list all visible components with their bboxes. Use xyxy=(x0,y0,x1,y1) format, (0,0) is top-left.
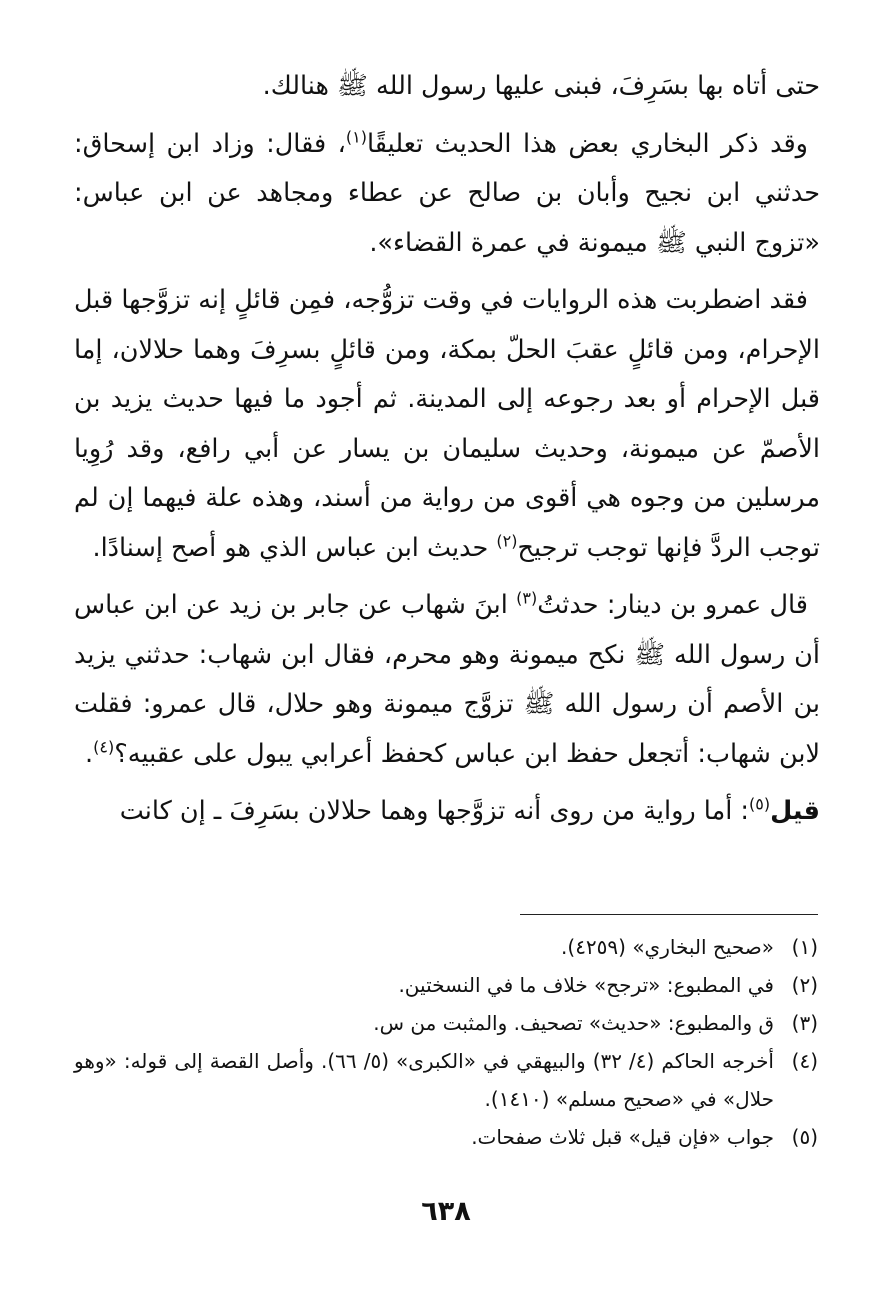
paragraph-2-text-a: وقد ذكر البخاري بعض هذا الحديث تعليقًا xyxy=(366,128,808,159)
footnote-ref-4[interactable]: (٤) xyxy=(93,737,115,756)
paragraph-5 xyxy=(74,787,820,837)
footnote-3 xyxy=(74,1004,818,1042)
paragraph-1-text: حتى أتاه بها بسَرِفَ، فبنى عليها رسول الله ﷺ هنالك. xyxy=(262,71,820,101)
footnote-text: أخرجه الحاكم (٤/ ٣٢) والبيهقي في «الكبرى» (٥/ ٦٦). وأصل القصة إلى قوله: «وهو حلال» في «صحيح مسلم» (١٤١٠). xyxy=(74,1049,774,1111)
paragraph-5-text: : أما رواية من روى أنه تزوَّجها وهما حلالان بسَرِفَ ـ إن كانت xyxy=(119,796,750,826)
footnote-number: (٤) xyxy=(791,1049,818,1073)
paragraph-3-text-b: حديث ابن عباس الذي هو أصح إسنادًا. xyxy=(92,532,497,563)
footnote-ref-3[interactable]: (٣) xyxy=(516,588,538,608)
paragraph-4-text-a: قال عمرو بن دينار: حدثتُ xyxy=(537,590,808,620)
paragraph-1 xyxy=(74,62,820,112)
footnote-number: (٣) xyxy=(791,1011,818,1035)
paragraph-2-text-b: ، فقال: وزاد ابن إسحاق: حدثني ابن نجيح وأبان بن صالح عن عطاء ومجاهد عن ابن عباس: «تزوج النبي ﷺ ميمونة في عمرة القضاء». xyxy=(74,128,820,258)
footnote-ref-2[interactable]: (٢) xyxy=(496,531,518,550)
footnote-5 xyxy=(74,1118,818,1156)
page-number: ٦٣٨ xyxy=(421,1196,471,1227)
footnote-4 xyxy=(74,1042,818,1118)
footnote-divider xyxy=(520,914,818,915)
footnote-text: في المطبوع: «ترجح» خلاف ما في النسختين. xyxy=(398,973,774,997)
footnote-text: «صحيح البخاري» (٤٢٥٩). xyxy=(561,935,774,959)
footnote-text: جواب «فإن قيل» قبل ثلاث صفحات. xyxy=(471,1125,774,1149)
paragraph-3 xyxy=(74,276,820,573)
footnote-1 xyxy=(74,928,818,966)
paragraph-2 xyxy=(74,120,820,269)
paragraph-3-text-a: فقد اضطربت هذه الروايات في وقت تزوُّجه، فمِن قائلٍ إنه تزوَّجها قبل الإحرام، ومن قائلٍ عقبَ الحلّ بمكة، ومن قائلٍ بسرِفَ وهما حلالان، إما قبل الإحرام أو بعد رجوعه إلى المدينة. ثم أجود ما فيها حديث يزيد بن الأصمّ عن ميمونة، وحديث سليمان بن يسار عن أبي رافع، وقد رُوِيا مرسلين من وجوه هي أقوى من رواية من أسند، وهذه علة فيهما إن لم توجب الردَّ فإنها توجب ترجيح xyxy=(74,285,820,563)
paragraph-4-text-b: ابنَ شهاب عن جابر بن زيد عن ابن عباس أن رسول الله ﷺ نكح ميمونة وهو محرم، فقال ابن شهاب: حدثني يزيد بن الأصم أن رسول الله ﷺ تزوَّج ميمونة وهو حلال، قال عمرو: فقلت لابن شهاب: أتجعل حفظ ابن عباس كحفظ أعرابي يبول على عقبيه؟ xyxy=(74,590,820,769)
footnotes-section xyxy=(74,928,818,1156)
footnote-2 xyxy=(74,966,818,1004)
paragraph-4 xyxy=(74,581,820,779)
footnote-ref-5[interactable]: (٥) xyxy=(749,794,771,814)
footnote-number: (١) xyxy=(791,935,818,959)
paragraph-5-lead: قيل xyxy=(770,796,820,826)
main-text xyxy=(74,62,820,837)
footnote-number: (٢) xyxy=(791,973,818,997)
footnote-text: ق والمطبوع: «حديث» تصحيف. والمثبت من س. xyxy=(373,1011,774,1035)
footnote-ref-1[interactable]: (١) xyxy=(345,127,367,146)
paragraph-4-text-c: . xyxy=(85,738,94,769)
footnote-number: (٥) xyxy=(791,1125,818,1149)
